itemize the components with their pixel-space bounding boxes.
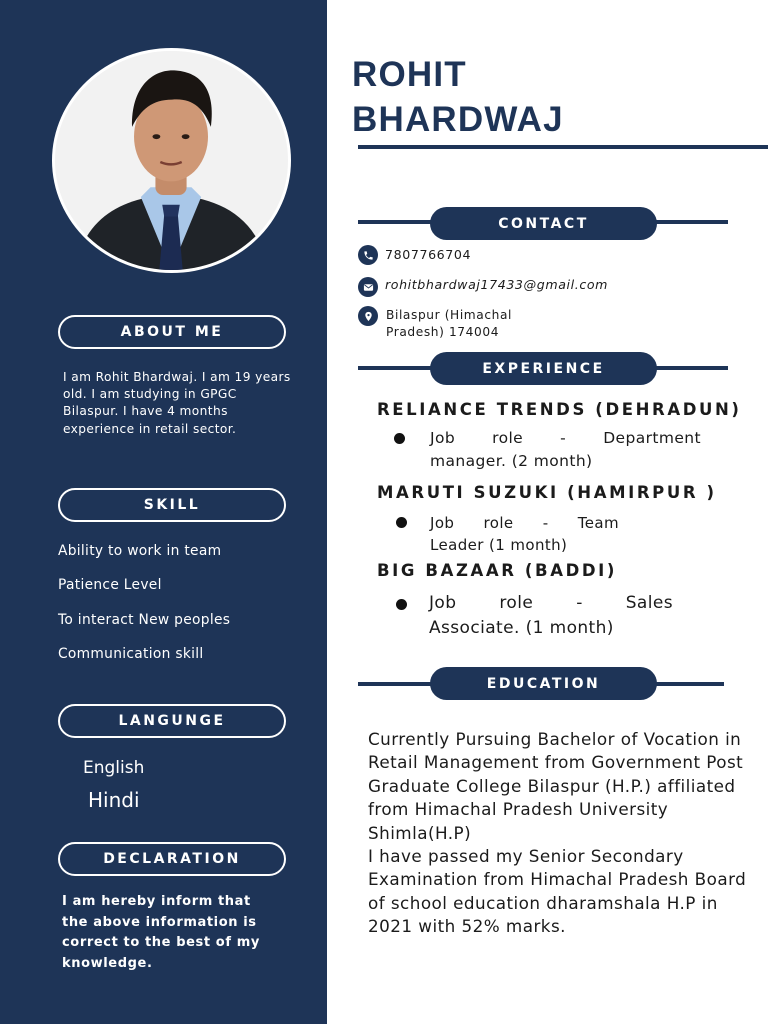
declaration-heading <box>58 842 286 876</box>
job-role-word: Team <box>577 514 619 532</box>
name-last: BHARDWAJ <box>352 100 564 139</box>
name-first: ROHIT <box>352 55 467 94</box>
skill-item: Patience Level <box>58 577 162 593</box>
address-line-2: Pradesh) 174004 <box>386 325 500 339</box>
address-line-1: Bilaspur (Himachal <box>386 308 513 322</box>
job-role-word: role <box>492 429 524 447</box>
education-heading <box>430 667 657 700</box>
job-role-word: - <box>576 593 583 613</box>
job-company: MARUTI SUZUKI (HAMIRPUR ) <box>377 483 717 502</box>
job-role-word: - <box>542 514 549 532</box>
declaration-heading-label: DECLARATION <box>103 851 241 867</box>
language-item: Hindi <box>88 788 140 812</box>
contact-heading-label: CONTACT <box>498 215 589 232</box>
job-role-word: - <box>560 429 567 447</box>
contact-heading <box>430 207 657 240</box>
contact-email[interactable]: rohitbhardwaj17433@gmail.com <box>385 277 609 292</box>
job-role-line-2: Associate. (1 month) <box>429 618 614 638</box>
skill-item: Ability to work in team <box>58 543 222 559</box>
name-divider <box>358 145 768 149</box>
bullet-dot <box>396 517 407 528</box>
candidate-name <box>352 52 564 142</box>
phone-icon <box>358 245 378 265</box>
language-heading-label: LANGUNGE <box>118 713 226 729</box>
declaration-text: I am hereby inform that the above information is correct to the best of my knowledge. <box>62 894 260 971</box>
job-role-word: role <box>499 593 534 613</box>
job-role-line <box>430 429 701 447</box>
experience-heading <box>430 352 657 385</box>
job-role-line-2: manager. (2 month) <box>430 452 593 470</box>
education-heading-label: EDUCATION <box>486 675 601 692</box>
about-me-text: I am Rohit Bhardwaj. I am 19 years old. I am studying in GPGC Bilaspur. I have 4 months experience in retail sector. <box>63 370 291 436</box>
education-paragraph: I have passed my Senior Secondary Examination from Himachal Pradesh Board of school education dharamshala H.P in 2021 with 52% marks. <box>368 846 747 937</box>
skill-item: Communication skill <box>58 646 204 662</box>
about-me-heading <box>58 315 286 349</box>
sidebar <box>0 0 327 1024</box>
education-text <box>368 728 763 939</box>
job-role-word: Job <box>429 593 457 613</box>
job-role-word: Sales <box>625 593 673 613</box>
job-role-word: role <box>483 514 514 532</box>
profile-photo <box>52 48 291 273</box>
bullet-dot <box>396 599 407 610</box>
contact-phone: 7807766704 <box>385 247 472 262</box>
job-company: BIG BAZAAR (BADDI) <box>377 561 618 580</box>
location-pin-icon <box>358 306 378 326</box>
job-role-line <box>429 593 673 613</box>
experience-heading-label: EXPERIENCE <box>482 360 605 377</box>
bullet-dot <box>394 433 405 444</box>
skill-item: To interact New peoples <box>58 612 231 628</box>
job-role-word: Department <box>603 429 701 447</box>
language-item: English <box>83 758 145 778</box>
job-role-word: Job <box>430 429 456 447</box>
about-me-heading-label: ABOUT ME <box>120 324 224 340</box>
language-heading <box>58 704 286 738</box>
contact-address <box>386 307 586 341</box>
skill-heading <box>58 488 286 522</box>
mail-icon <box>358 277 378 297</box>
job-company: RELIANCE TRENDS (DEHRADUN) <box>377 400 742 419</box>
job-role-line <box>430 514 619 532</box>
job-role-word: Job <box>430 514 455 532</box>
skill-heading-label: SKILL <box>143 497 201 513</box>
job-role-line-2: Leader (1 month) <box>430 536 568 554</box>
education-paragraph: Currently Pursuing Bachelor of Vocation in Retail Management from Government Post Graduate College Bilaspur (H.P.) affiliated from Himachal Pradesh University Shimla(H.P) <box>368 729 744 843</box>
